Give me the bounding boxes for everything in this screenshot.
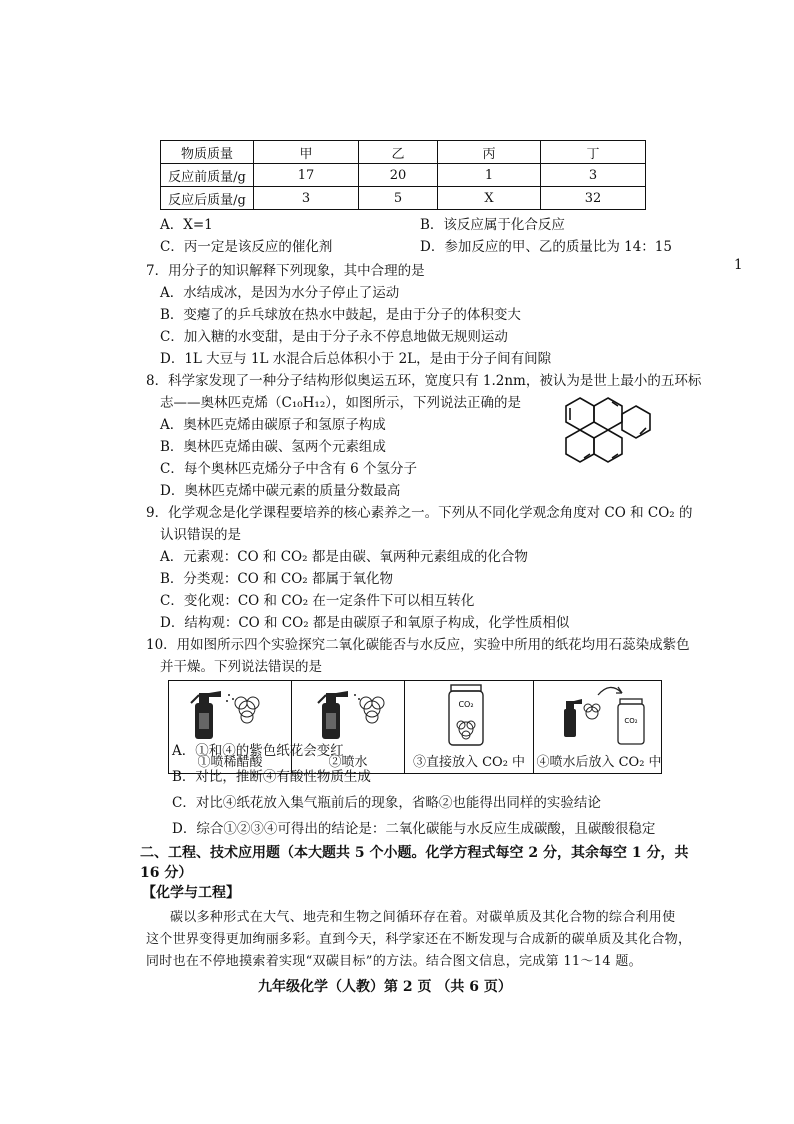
q10-option-d: D．综合①②③④可得出的结论是：二氧化碳能与水反应生成碳酸，且碳酸很稳定 <box>172 821 656 837</box>
caption-1: ①喷稀醋酸 <box>197 755 263 770</box>
olympicene-structure-diagram <box>556 394 652 470</box>
intro-paragraph-line2: 这个世界变得更加绚丽多彩。直到今天，科学家还在不断发现与合成新的碳单质及其化合物， <box>146 932 692 947</box>
q8-stem-line1: 8．科学家发现了一种分子结构形似奥运五环，宽度只有 1.2nm，被认为是世上最小的五环标 <box>146 373 702 389</box>
q6-option-c: C．丙一定是该反应的催化剂 <box>160 239 333 255</box>
q9-option-a: A．元素观：CO 和 CO₂ 都是由碳、氧两种元素组成的化合物 <box>160 549 528 565</box>
jar-label: CO₂ <box>624 717 638 725</box>
table-header-cell: 丁 <box>541 141 646 164</box>
q9-option-d: D．结构观：CO 和 CO₂ 都是由碳原子和氧原子构成，化学性质相似 <box>160 615 570 631</box>
q6-option-b: B．该反应属于化合反应 <box>420 217 565 233</box>
table-cell: 反应前质量/g <box>161 164 254 187</box>
experiment-3 <box>405 681 534 773</box>
page-footer: 九年级化学（人教）第 2 页 （共 6 页） <box>258 979 512 995</box>
q10-stem-line2: 并干燥。下列说法错误的是 <box>160 659 322 675</box>
table-header-row <box>161 141 646 164</box>
caption-3: ③直接放入 CO₂ 中 <box>412 755 526 770</box>
intro-paragraph-line3: 同时也在不停地摸索着实现“双碳目标”的方法。结合图文信息，完成第 11～14 题。 <box>146 954 642 969</box>
spray-and-jar-icon <box>534 681 664 751</box>
q6-option-d: D．参加反应的甲、乙的质量比为 14：15 <box>420 239 672 255</box>
q10-stem-line1: 10．用如图所示四个实验探究二氧化碳能否与水反应，实验中所用的纸花均用石蕊染成紫色 <box>146 637 690 653</box>
section-2-heading: 二、工程、技术应用题（本大题共 5 个小题。化学方程式每空 2 分，其余每空 1 分，共 <box>140 845 689 861</box>
q9-option-b: B．分类观：CO 和 CO₂ 都属于氧化物 <box>160 571 393 587</box>
experiment-4 <box>534 681 664 773</box>
spray-bottle-icon <box>292 681 404 751</box>
q7-stem: 7．用分子的知识解释下列现象，其中合理的是 <box>146 263 425 279</box>
q8-option-c: C．每个奥林匹克烯分子中含有 6 个氢分子 <box>160 461 418 477</box>
margin-mark: 1 <box>734 257 743 273</box>
table-cell: 1 <box>438 164 541 187</box>
table-row <box>161 164 646 187</box>
spray-bottle-icon <box>169 681 291 751</box>
q8-option-b: B．奥林匹克烯由碳、氢两个元素组成 <box>160 439 386 455</box>
table-header-cell: 丙 <box>438 141 541 164</box>
intro-paragraph-line1: 碳以多种形式在大气、地壳和生物之间循环存在着。对碳单质及其化合物的综合利用使 <box>170 910 676 925</box>
q8-stem-line2: 志——奥林匹克烯（C₁₀H₁₂），如图所示，下列说法正确的是 <box>160 395 521 411</box>
table-row <box>161 187 646 210</box>
section-subheading: 【化学与工程】 <box>142 885 240 901</box>
q10-option-a: A．①和④的紫色纸花会变红 <box>172 743 344 759</box>
mass-table <box>160 140 646 210</box>
table-cell: 3 <box>254 187 359 210</box>
table-cell: 反应后质量/g <box>161 187 254 210</box>
table-cell: 17 <box>254 164 359 187</box>
q9-stem-line2: 认识错误的是 <box>160 527 241 543</box>
q6-option-a: A．X=1 <box>160 217 213 233</box>
table-header-cell: 甲 <box>254 141 359 164</box>
table-cell: 5 <box>359 187 438 210</box>
q7-option-a: A．水结成冰，是因为水分子停止了运动 <box>160 285 400 301</box>
table-header-cell: 物质质量 <box>161 141 254 164</box>
jar-label: CO₂ <box>458 700 474 709</box>
table-cell: 20 <box>359 164 438 187</box>
q9-stem-line1: 9．化学观念是化学课程要培养的核心素养之一。下列从不同化学观念角度对 CO 和 CO₂ 的 <box>146 505 693 521</box>
section-2-heading-cont: 16 分） <box>140 865 193 881</box>
caption-4: ④喷水后放入 CO₂ 中 <box>536 755 662 770</box>
table-header-cell: 乙 <box>359 141 438 164</box>
q10-option-c: C．对比④纸花放入集气瓶前后的现象，省略②也能得出同样的实验结论 <box>172 795 601 811</box>
gas-jar-icon <box>405 681 533 751</box>
table-cell: 3 <box>541 164 646 187</box>
q7-option-c: C．加入糖的水变甜，是由于分子永不停息地做无规则运动 <box>160 329 508 345</box>
q9-option-c: C．变化观：CO 和 CO₂ 在一定条件下可以相互转化 <box>160 593 475 609</box>
q8-option-d: D．奥林匹克烯中碳元素的质量分数最高 <box>160 483 401 499</box>
caption-2: ②喷水 <box>328 755 368 770</box>
q10-option-b: B．对比，推断④有酸性物质生成 <box>172 769 371 785</box>
q7-option-b: B．变瘪了的乒乓球放在热水中鼓起，是由于分子的体积变大 <box>160 307 521 323</box>
q8-option-a: A．奥林匹克烯由碳原子和氢原子构成 <box>160 417 386 433</box>
table-cell: X <box>438 187 541 210</box>
q7-option-d: D．1L 大豆与 1L 水混合后总体积小于 2L，是由于分子间有间隙 <box>160 351 552 367</box>
table-cell: 32 <box>541 187 646 210</box>
